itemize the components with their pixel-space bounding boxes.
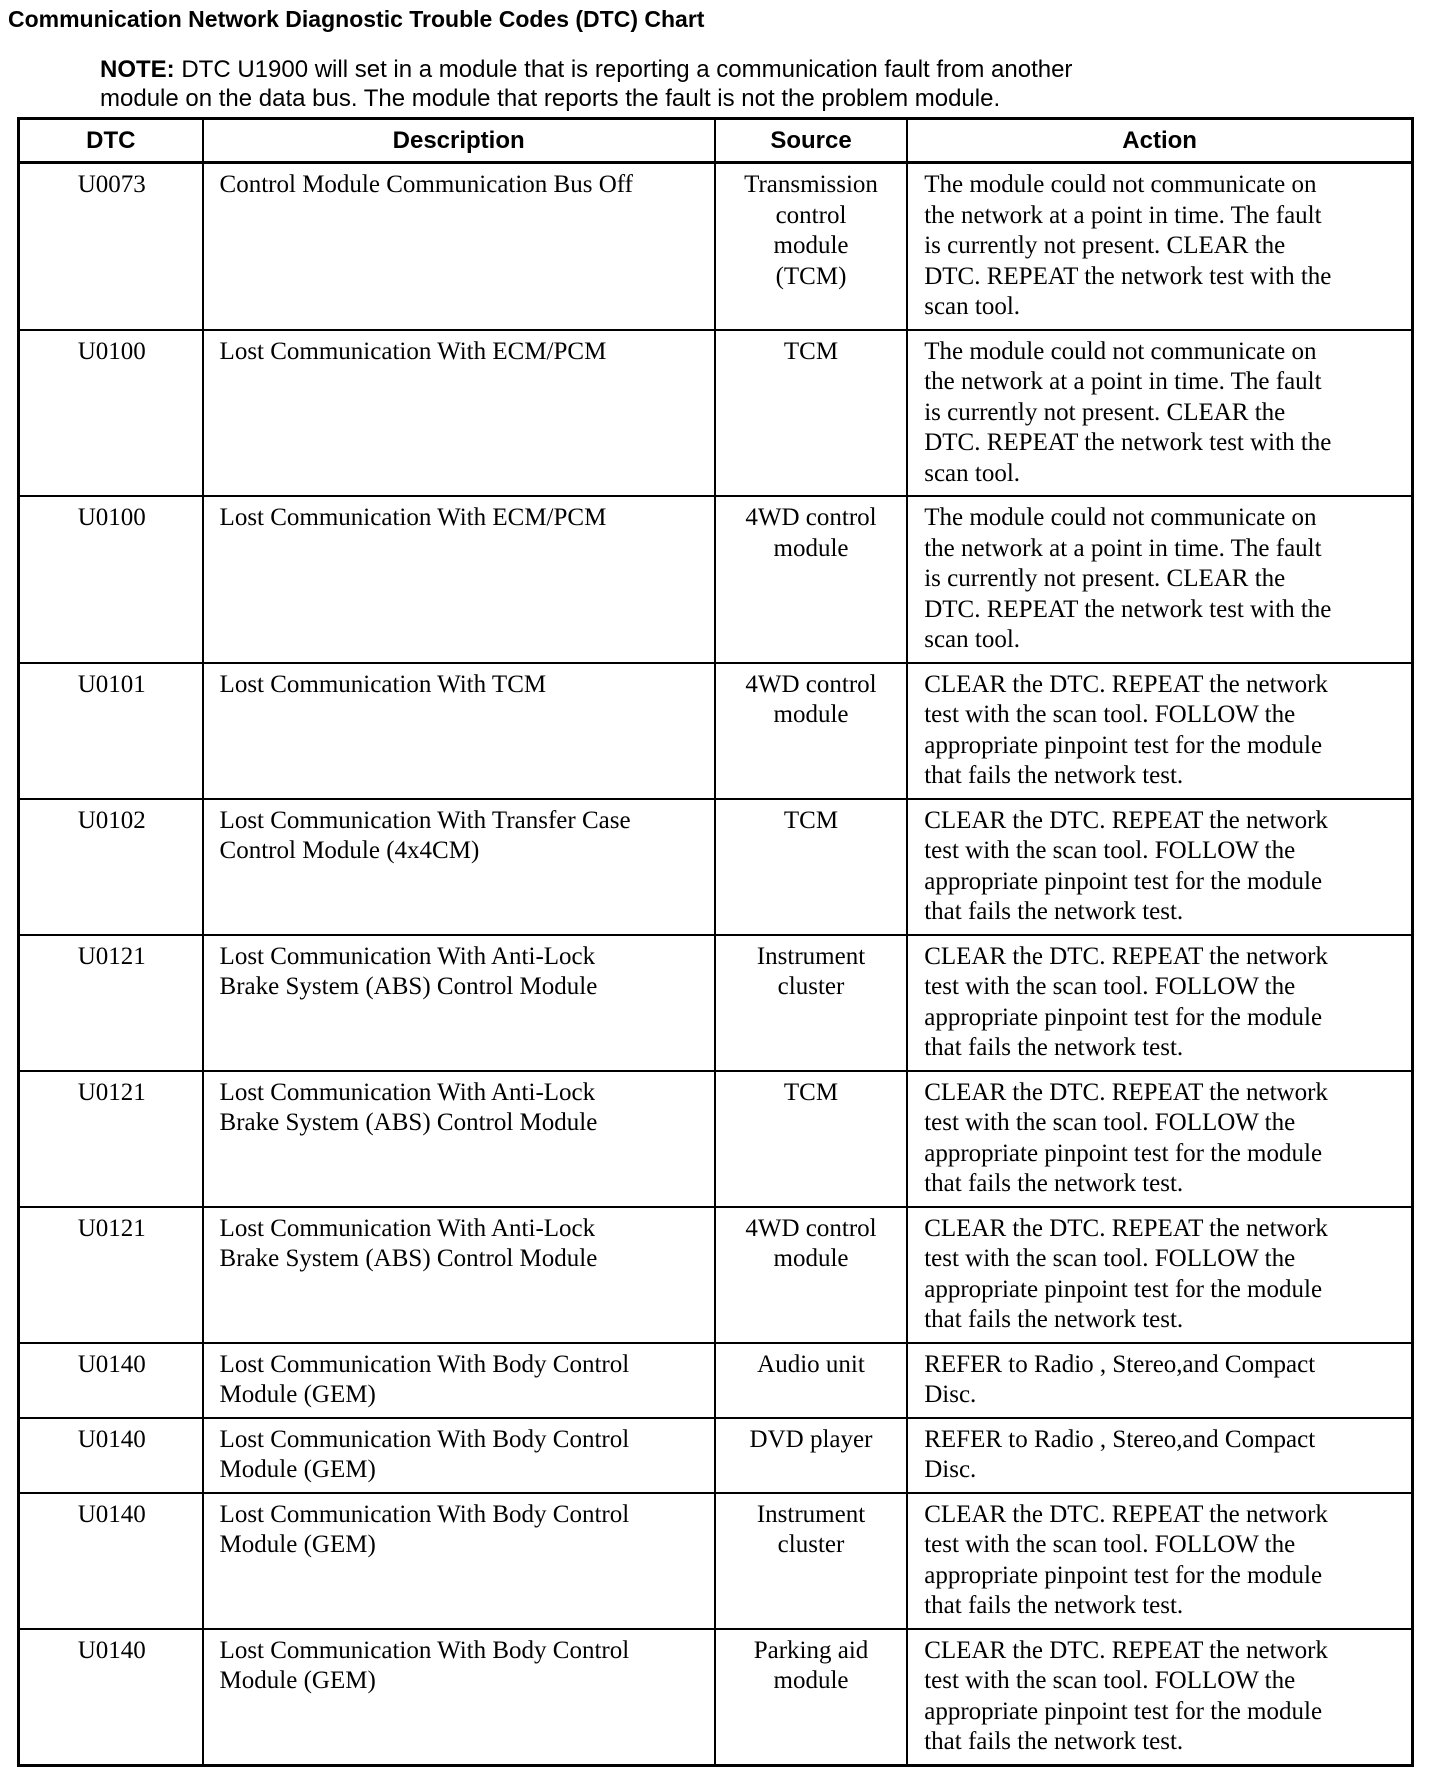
source-line: cluster [777,1531,845,1558]
action-line: appropriate pinpoint test for the module [924,731,1323,759]
source-cell [715,330,907,497]
description-line: Lost Communication With TCM [219,670,547,698]
source-cell [715,496,907,663]
action-cell [907,935,1412,1071]
action-line: appropriate pinpoint test for the module [924,1003,1323,1031]
dtc-cell: U0102 [19,799,203,935]
action-line: scan tool. [924,459,1021,487]
description-line: Module (GEM) [219,1531,376,1558]
action-line: that fails the network test. [924,1170,1184,1197]
action-line: that fails the network test. [924,1728,1184,1755]
table-row [19,163,1413,330]
source-cell [715,1207,907,1343]
dtc-cell: U0121 [19,935,203,1071]
action-line: The module could not communicate on [924,171,1317,198]
description-line: Lost Communication With Anti-Lock [219,1214,596,1242]
description-line: Brake System (ABS) Control Module [219,1109,598,1136]
source-line: module [773,534,849,562]
header-dtc: DTC [19,119,203,163]
action-cell [907,1418,1412,1493]
table-row [19,1207,1413,1343]
source-line: (TCM) [775,262,847,290]
table-row [19,1343,1413,1418]
action-line: scan tool. [924,293,1021,320]
source-line: Audio unit [757,1350,865,1378]
dtc-cell: U0140 [19,1493,203,1629]
source-line: module [773,1667,849,1694]
source-line: Parking aid [753,1636,869,1664]
action-line: that fails the network test. [924,898,1184,925]
description-cell [203,1071,715,1207]
description-line: Lost Communication With Anti-Lock [219,1078,596,1106]
action-cell [907,496,1412,663]
source-line: module [773,1245,849,1272]
source-line: cluster [777,973,845,1000]
dtc-cell: U0140 [19,1629,203,1766]
action-line: CLEAR the DTC. REPEAT the network [924,1214,1328,1242]
description-cell [203,1493,715,1629]
action-cell [907,799,1412,935]
table-row [19,330,1413,497]
description-cell [203,935,715,1071]
action-line: that fails the network test. [924,1592,1184,1619]
action-line: test with the scan tool. FOLLOW the [924,1667,1296,1694]
action-cell [907,163,1412,330]
dtc-cell: U0140 [19,1343,203,1418]
note [100,55,1400,113]
action-line: that fails the network test. [924,1034,1184,1061]
source-line: Instrument [756,1500,866,1528]
source-cell [715,163,907,330]
description-cell [203,496,715,663]
action-line: scan tool. [924,626,1021,653]
table-row [19,1071,1413,1207]
description-line: Lost Communication With Anti-Lock [219,942,596,970]
table-row [19,496,1413,663]
description-line: Control Module Communication Bus Off [219,171,633,198]
action-cell [907,663,1412,799]
table-row [19,1493,1413,1629]
header-description: Description [203,119,715,163]
description-line: Lost Communication With Body Control [219,1636,630,1664]
action-line: test with the scan tool. FOLLOW the [924,701,1296,728]
dtc-cell: U0100 [19,330,203,497]
action-line: appropriate pinpoint test for the module [924,1561,1323,1589]
header-action: Action [907,119,1412,163]
action-line: CLEAR the DTC. REPEAT the network [924,942,1328,970]
table-header-row [19,119,1413,163]
description-line: Module (GEM) [219,1456,376,1483]
action-line: test with the scan tool. FOLLOW the [924,1109,1296,1136]
action-cell [907,1493,1412,1629]
action-line: that fails the network test. [924,1306,1184,1333]
source-line: module [773,232,849,259]
source-cell [715,1071,907,1207]
description-cell [203,1629,715,1766]
dtc-cell: U0073 [19,163,203,330]
dtc-cell: U0121 [19,1207,203,1343]
action-line: the network at a point in time. The fault [924,201,1322,229]
note-line: DTC U1900 will set in a module that is reporting a communication fault from another [181,56,1073,83]
action-line: test with the scan tool. FOLLOW the [924,1531,1296,1558]
action-line: Disc. [924,1456,977,1483]
description-line: Lost Communication With ECM/PCM [219,504,607,531]
table-row [19,935,1413,1071]
source-line: TCM [783,806,839,834]
action-line: CLEAR the DTC. REPEAT the network [924,1500,1328,1528]
source-cell [715,1418,907,1493]
description-line: Lost Communication With Body Control [219,1425,630,1453]
table-row [19,1629,1413,1766]
source-line: TCM [783,1078,839,1106]
source-line: Instrument [756,942,866,970]
action-cell [907,1629,1412,1766]
action-line: CLEAR the DTC. REPEAT the network [924,806,1328,834]
action-cell [907,330,1412,497]
action-line: Disc. [924,1381,977,1408]
action-line: is currently not present. CLEAR the [924,398,1286,426]
action-line: appropriate pinpoint test for the module [924,1697,1323,1725]
action-line: CLEAR the DTC. REPEAT the network [924,670,1328,698]
table-row [19,663,1413,799]
source-line: 4WD control [745,504,877,531]
description-cell [203,799,715,935]
action-line: appropriate pinpoint test for the module [924,1275,1323,1303]
source-line: control [775,201,847,229]
description-line: Brake System (ABS) Control Module [219,973,598,1000]
description-line: Lost Communication With Transfer Case [219,806,631,834]
description-line: Lost Communication With Body Control [219,1500,630,1528]
action-cell [907,1343,1412,1418]
description-line: Lost Communication With ECM/PCM [219,337,607,365]
action-line: The module could not communicate on [924,504,1317,531]
action-line: REFER to Radio , Stereo,and Compact [924,1350,1316,1378]
source-cell [715,799,907,935]
action-line: appropriate pinpoint test for the module [924,867,1323,895]
description-line: Control Module (4x4CM) [219,837,480,864]
source-cell [715,935,907,1071]
description-cell [203,663,715,799]
description-cell [203,1418,715,1493]
source-cell [715,1493,907,1629]
action-line: appropriate pinpoint test for the module [924,1139,1323,1167]
action-line: CLEAR the DTC. REPEAT the network [924,1636,1328,1664]
action-line: DTC. REPEAT the network test with the [924,262,1332,290]
description-line: Brake System (ABS) Control Module [219,1245,598,1272]
source-line: DVD player [749,1425,873,1453]
source-line: Transmission [744,171,878,198]
action-cell [907,1071,1412,1207]
table-row [19,799,1413,935]
description-cell [203,330,715,497]
dtc-cell: U0101 [19,663,203,799]
action-line: is currently not present. CLEAR the [924,232,1286,259]
source-line: 4WD control [745,1214,877,1242]
action-line: that fails the network test. [924,762,1184,789]
description-line: Lost Communication With Body Control [219,1350,630,1378]
dtc-cell: U0140 [19,1418,203,1493]
description-cell [203,1207,715,1343]
action-line: the network at a point in time. The fault [924,368,1322,395]
action-cell [907,1207,1412,1343]
dtc-cell: U0121 [19,1071,203,1207]
action-line: DTC. REPEAT the network test with the [924,595,1332,623]
source-cell [715,663,907,799]
action-line: REFER to Radio , Stereo,and Compact [924,1425,1316,1453]
source-line: module [773,701,849,728]
source-cell [715,1629,907,1766]
page-title: Communication Network Diagnostic Trouble Codes (DTC) Chart [8,6,705,32]
table-row [19,1418,1413,1493]
action-line: CLEAR the DTC. REPEAT the network [924,1078,1328,1106]
action-line: test with the scan tool. FOLLOW the [924,973,1296,1000]
description-cell [203,163,715,330]
action-line: is currently not present. CLEAR the [924,565,1286,592]
note-line: module on the data bus. The module that reports the fault is not the problem module. [100,85,1001,112]
source-line: TCM [783,337,839,365]
action-line: The module could not communicate on [924,337,1317,365]
dtc-cell: U0100 [19,496,203,663]
action-line: test with the scan tool. FOLLOW the [924,1245,1296,1272]
dtc-table [17,117,1414,1767]
note-label: NOTE: [100,56,175,83]
action-line: the network at a point in time. The fault [924,534,1322,562]
action-line: test with the scan tool. FOLLOW the [924,837,1296,864]
description-cell [203,1343,715,1418]
description-line: Module (GEM) [219,1381,376,1408]
source-line: 4WD control [745,670,877,698]
action-line: DTC. REPEAT the network test with the [924,429,1332,456]
header-source: Source [715,119,907,163]
description-line: Module (GEM) [219,1667,376,1694]
source-cell [715,1343,907,1418]
